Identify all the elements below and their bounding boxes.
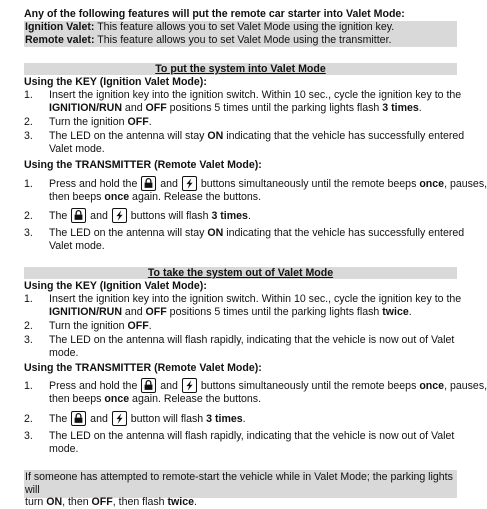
intro-title: Any of the following features will put the remote car starter into Valet Mode:	[24, 8, 405, 20]
exit-tx-step-3: 3. The LED on the antenna will flash rapidly, indicating that the vehicle is now out of Valet mode.	[24, 430, 455, 455]
subheading-key-enter: Using the KEY (Ignition Valet Mode):	[24, 76, 207, 88]
enter-key-step-3: 3. The LED on the antenna will stay ON indicating that the vehicle has successfully entered Valet mode.	[24, 130, 465, 155]
enter-tx-step-2: 2. The and buttons will flash 3 times.	[24, 210, 251, 222]
lightning-button-icon	[182, 378, 197, 393]
exit-key-step-3: 3. The LED on the antenna will flash rapidly, indicating that the vehicle is now out of Valet mode.	[24, 334, 455, 359]
enter-key-step-2: 2. Turn the ignition OFF.	[24, 116, 152, 128]
enter-tx-step-1: 1. Press and hold the and buttons simultaneously until the remote beeps once, pauses, then beeps once again. Release the buttons.	[24, 178, 487, 203]
subheading-transmitter-enter: Using the TRANSMITTER (Remote Valet Mode):	[24, 159, 262, 171]
subheading-transmitter-exit: Using the TRANSMITTER (Remote Valet Mode):	[24, 362, 262, 374]
lock-button-icon	[141, 176, 156, 191]
ignition-valet-definition: Ignition Valet: This feature allows you to set Valet Mode using the ignition key.	[25, 21, 395, 33]
lightning-button-icon	[112, 411, 127, 426]
exit-key-step-2: 2. Turn the ignition OFF.	[24, 320, 152, 332]
lightning-button-icon	[112, 208, 127, 223]
intro-definitions	[24, 21, 457, 47]
lock-button-icon	[141, 378, 156, 393]
enter-key-step-1: 1. Insert the ignition key into the ignition switch. Within 10 sec., cycle the ignition key to the IGNITION/RUN and OFF positions 5 times until the parking lights flash 3 times.	[24, 89, 462, 114]
lightning-button-icon	[182, 176, 197, 191]
exit-key-step-1: 1. Insert the ignition key into the ignition switch. Within 10 sec., cycle the ignition key to the IGNITION/RUN and OFF positions 5 times until the parking lights flash twice.	[24, 293, 462, 318]
exit-tx-step-1: 1. Press and hold the and buttons simultaneously until the remote beeps once, pauses, then beeps once again. Release the buttons.	[24, 380, 487, 405]
subheading-key-exit: Using the KEY (Ignition Valet Mode):	[24, 280, 207, 292]
lock-button-icon	[71, 411, 86, 426]
exit-tx-step-2: 2. The and button will flash 3 times.	[24, 413, 246, 425]
remote-start-note: If someone has attempted to remote-start the vehicle while in Valet Mode; the parking lights will turn ON, then OFF, then flash twice.	[24, 470, 457, 498]
section-heading-enter-valet: To put the system into Valet Mode	[24, 63, 457, 75]
section-heading-exit-valet: To take the system out of Valet Mode	[24, 267, 457, 279]
enter-tx-step-3: 3. The LED on the antenna will stay ON indicating that the vehicle has successfully entered Valet mode.	[24, 227, 465, 252]
lock-button-icon	[71, 208, 86, 223]
remote-valet-definition: Remote valet: This feature allows you to set Valet Mode using the transmitter.	[25, 33, 392, 46]
